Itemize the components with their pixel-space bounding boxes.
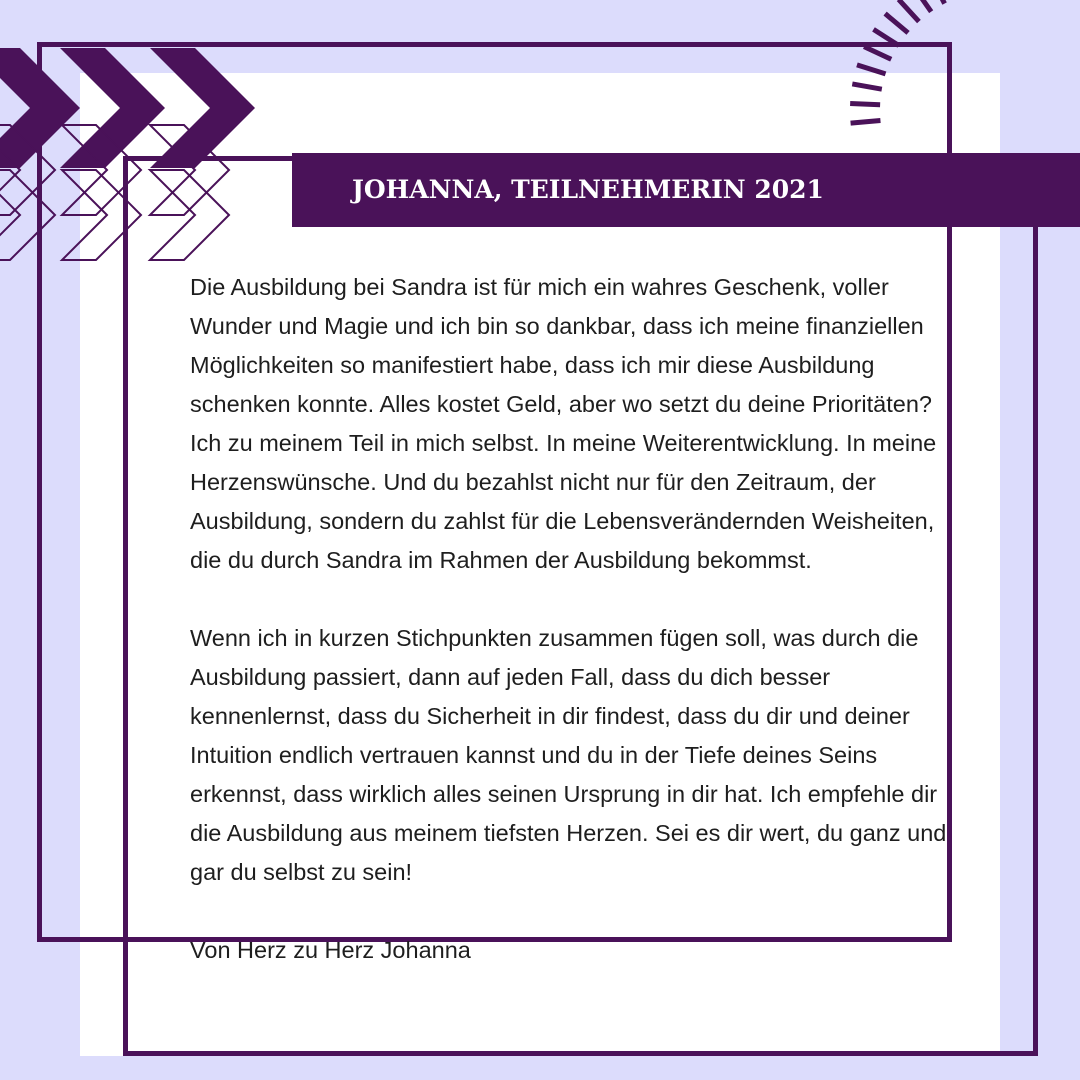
sunburst-ray — [899, 0, 919, 22]
testimonial-paragraph-2: Wenn ich in kurzen Stichpunkten zusammen fügen soll, was durch die Ausbildung passiert, dann auf jeden Fall, dass du dich besser kennenlernst, dass du Sicherheit in dir findest, dass du dir und deiner Intuition endlich vertrauen kannst und du in der Tiefe deines Seins erkennst, dass wirklich alles seinen Ursprung in dir hat. Ich empfehle dir die Ausbildung aus meinem tiefsten Herzen. Sei es dir wert, du ganz und gar du selbst zu sein! — [190, 625, 947, 885]
sunburst-ray — [885, 14, 908, 33]
testimonial-text — [190, 268, 960, 970]
banner-title: JOHANNA, TEILNEHMERIN 2021 — [352, 175, 824, 204]
testimonial-paragraph-1: Die Ausbildung bei Sandra ist für mich ein wahres Geschenk, voller Wunder und Magie und ich bin so dankbar, dass ich meine finanziellen Möglichkeiten so manifestiert habe, dass ich mir diese Ausbildung schenken konnte. Alles kostet Geld, aber wo setzt du deine Prioritäten? Ich zu meinem Teil in mich selbst. In meine Weiterentwicklung. In meine Herzenswünsche. Und du bezahlst nicht nur für den Zeitraum, der Ausbildung, sondern du zahlst für die Lebensverändernden Weisheiten, die du durch Sandra im Rahmen der Ausbildung bekommst. — [190, 274, 937, 573]
sunburst-ray — [914, 0, 931, 12]
name-banner — [292, 153, 1080, 227]
sunburst-ray — [931, 0, 945, 4]
testimonial-signoff: Von Herz zu Herz Johanna — [190, 937, 471, 963]
